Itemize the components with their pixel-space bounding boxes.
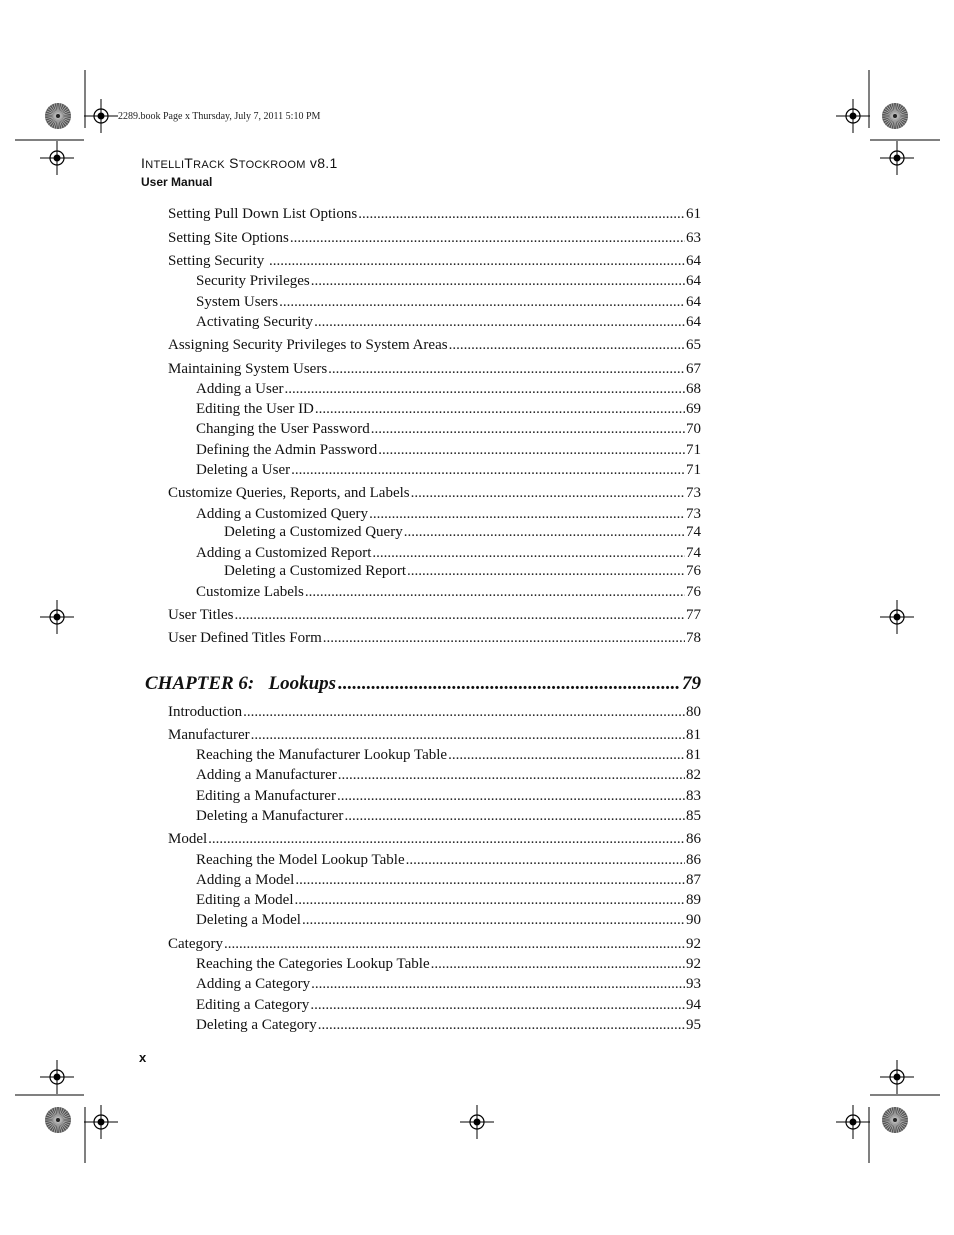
toc-entry-label: Introduction: [168, 704, 243, 720]
toc-entry-label: Customize Queries, Reports, and Labels: [168, 485, 410, 501]
toc-entry-page: 64: [686, 314, 701, 330]
toc-entry-page: 78: [686, 630, 701, 646]
header-title-part: I: [141, 155, 146, 171]
toc-entry-label: Adding a Category: [196, 976, 311, 992]
toc-entry-page: 70: [686, 421, 701, 437]
toc-entry[interactable]: [196, 956, 701, 973]
toc-entry-page: 89: [686, 892, 701, 908]
header-title-part: TOCKROOM: [238, 159, 306, 171]
toc-entry-page: 87: [686, 872, 701, 888]
toc-leader-dots: [449, 337, 685, 354]
toc-entry-label: Category: [168, 936, 223, 952]
toc-leader-dots: [305, 584, 685, 601]
header-title-part: NTELLI: [145, 159, 185, 171]
toc-entry-page: 77: [686, 607, 701, 623]
toc-entry-page: 64: [686, 273, 701, 289]
toc-entry-page: 81: [686, 747, 701, 763]
toc-entry-page: 61: [686, 206, 701, 222]
toc-entry-label: Setting Site Options: [168, 230, 289, 246]
toc-leader-dots: [302, 912, 685, 929]
toc-entry-label: Deleting a Manufacturer: [196, 808, 344, 824]
toc-entry-label: Setting Security: [168, 253, 268, 269]
toc-leader-dots: [448, 747, 685, 764]
toc-entry-page: 64: [686, 253, 701, 269]
header-title-part: RACK: [193, 159, 225, 171]
toc-entry[interactable]: [196, 401, 701, 418]
toc-entry-label: Setting Pull Down List Options: [168, 206, 358, 222]
toc-leader-dots: [311, 976, 685, 993]
toc-entry-page: 69: [686, 401, 701, 417]
toc-entry-page: 95: [686, 1017, 701, 1033]
header-title-part: S: [224, 155, 239, 171]
toc-entry[interactable]: [196, 442, 701, 459]
running-header-title: [141, 155, 338, 171]
registration-target: [460, 1105, 494, 1139]
header-title-part: v8.1: [305, 155, 338, 171]
toc-entry[interactable]: [196, 421, 701, 438]
toc-entry-page: 73: [686, 506, 701, 522]
toc-entry-label: Editing the User ID: [196, 401, 314, 417]
toc-entry-page: 94: [686, 997, 701, 1013]
toc-entry-page: 93: [686, 976, 701, 992]
toc-entry-page: 64: [686, 294, 701, 310]
toc-entry[interactable]: [196, 872, 701, 889]
toc-leader-dots: [208, 831, 685, 848]
toc-leader-dots: [318, 1017, 685, 1034]
registration-target: [84, 1105, 118, 1139]
color-starburst-mark: [45, 1107, 71, 1133]
toc-entry-page: 74: [686, 545, 701, 561]
toc-entry-page: 74: [686, 524, 701, 540]
toc-leader-dots: [404, 524, 685, 541]
registration-target: [836, 99, 870, 133]
toc-entry-label: Editing a Model: [196, 892, 294, 908]
toc-chapter-label: CHAPTER 6: Lookups: [145, 673, 337, 694]
toc-entry[interactable]: [196, 273, 701, 290]
toc-leader-dots: [337, 788, 685, 805]
toc-entry[interactable]: [196, 381, 701, 398]
color-starburst-mark: [882, 1107, 908, 1133]
toc-leader-dots: [269, 253, 685, 270]
toc-entry[interactable]: [168, 831, 701, 848]
toc-entry[interactable]: [196, 506, 701, 523]
toc-entry[interactable]: [168, 337, 701, 354]
toc-entry-page: 68: [686, 381, 701, 397]
toc-entry-label: Defining the Admin Password: [196, 442, 378, 458]
toc-entry-label: Editing a Manufacturer: [196, 788, 336, 804]
toc-leader-dots: [369, 506, 685, 523]
toc-entry[interactable]: [196, 808, 701, 825]
color-starburst-mark: [882, 103, 908, 129]
toc-entry-page: 76: [686, 563, 701, 579]
toc-leader-dots: [338, 673, 680, 695]
toc-entry-label: Changing the User Password: [196, 421, 370, 437]
toc-entry-label: Reaching the Model Lookup Table: [196, 852, 405, 868]
toc-entry-label: Maintaining System Users: [168, 361, 328, 377]
toc-entry[interactable]: [196, 545, 701, 562]
toc-entry[interactable]: [168, 630, 701, 647]
toc-entry-label: Deleting a Model: [196, 912, 301, 928]
toc-leader-dots: [378, 442, 685, 459]
toc-entry[interactable]: [168, 936, 701, 953]
print-slug: 2289.book Page x Thursday, July 7, 2011 5:10 PM: [118, 111, 321, 122]
registration-target: [40, 1060, 74, 1094]
toc-entry[interactable]: [196, 788, 701, 805]
toc-entry-label: Adding a Customized Report: [196, 545, 372, 561]
toc-entry-label: Security Privileges: [196, 273, 310, 289]
toc-leader-dots: [407, 563, 685, 580]
toc-entry-page: 83: [686, 788, 701, 804]
page-number: x: [139, 1050, 147, 1065]
toc-entry-page: 76: [686, 584, 701, 600]
toc-leader-dots: [310, 997, 685, 1014]
toc-leader-dots: [411, 485, 685, 502]
toc-entry[interactable]: [168, 607, 701, 624]
toc-entry[interactable]: [196, 294, 701, 311]
toc-chapter-heading[interactable]: [145, 673, 701, 695]
color-starburst-mark: [45, 103, 71, 129]
toc-entry-page: 82: [686, 767, 701, 783]
registration-target: [880, 141, 914, 175]
toc-entry[interactable]: [196, 912, 701, 929]
toc-leader-dots: [284, 381, 685, 398]
toc-entry[interactable]: [196, 852, 701, 869]
toc-entry-label: User Defined Titles Form: [168, 630, 322, 646]
toc-entry[interactable]: [196, 976, 701, 993]
toc-entry-label: Adding a Manufacturer: [196, 767, 337, 783]
toc-leader-dots: [234, 607, 685, 624]
toc-entry-page: 85: [686, 808, 701, 824]
toc-entry-page: 81: [686, 727, 701, 743]
toc-leader-dots: [315, 401, 685, 418]
toc-entry[interactable]: [168, 230, 701, 247]
toc-chapter-page: 79: [682, 673, 701, 694]
toc-entry-label: Manufacturer: [168, 727, 250, 743]
toc-entry-page: 63: [686, 230, 701, 246]
toc-leader-dots: [291, 462, 685, 479]
toc-entry-page: 86: [686, 852, 701, 868]
toc-entry-page: 71: [686, 462, 701, 478]
toc-entry-label: Deleting a Customized Report: [224, 563, 407, 579]
toc-entry-page: 86: [686, 831, 701, 847]
toc-entry-page: 65: [686, 337, 701, 353]
toc-leader-dots: [323, 630, 685, 647]
running-header-subtitle: User Manual: [141, 175, 213, 189]
registration-target: [880, 1060, 914, 1094]
toc-entry-label: System Users: [196, 294, 279, 310]
toc-leader-dots: [338, 767, 685, 784]
toc-entry-label: Customize Labels: [196, 584, 304, 600]
toc-leader-dots: [290, 230, 685, 247]
toc-entry[interactable]: [168, 485, 701, 502]
toc-entry[interactable]: [168, 253, 701, 270]
toc-leader-dots: [295, 872, 685, 889]
toc-entry[interactable]: [168, 206, 701, 223]
toc-entry-label: Deleting a Customized Query: [224, 524, 403, 540]
toc-leader-dots: [251, 727, 685, 744]
toc-entry-label: Adding a User: [196, 381, 284, 397]
toc-entry[interactable]: [196, 892, 701, 909]
toc-leader-dots: [224, 936, 685, 953]
toc-entry-label: Reaching the Manufacturer Lookup Table: [196, 747, 448, 763]
toc-entry[interactable]: [196, 767, 701, 784]
toc-entry[interactable]: [196, 584, 701, 601]
toc-leader-dots: [344, 808, 685, 825]
toc-entry-label: Editing a Category: [196, 997, 310, 1013]
toc-entry[interactable]: [168, 727, 701, 744]
registration-target: [40, 141, 74, 175]
toc-entry[interactable]: [224, 524, 701, 541]
toc-entry[interactable]: [196, 747, 701, 764]
toc-entry-page: 90: [686, 912, 701, 928]
registration-target: [40, 600, 74, 634]
toc-leader-dots: [314, 314, 685, 331]
toc-entry-label: Adding a Model: [196, 872, 295, 888]
toc-entry[interactable]: [224, 563, 701, 580]
header-title-part: T: [184, 155, 194, 171]
toc-entry-page: 67: [686, 361, 701, 377]
registration-target: [84, 99, 118, 133]
toc-entry-label: Assigning Security Privileges to System Areas: [168, 337, 448, 353]
toc-leader-dots: [243, 704, 685, 721]
toc-entry-label: User Titles: [168, 607, 234, 623]
registration-target: [836, 1105, 870, 1139]
toc-entry[interactable]: [196, 997, 701, 1014]
toc-leader-dots: [279, 294, 685, 311]
toc-entry-label: Reaching the Categories Lookup Table: [196, 956, 430, 972]
registration-target: [880, 600, 914, 634]
toc-entry-label: Deleting a Category: [196, 1017, 317, 1033]
toc-entry-page: 92: [686, 936, 701, 952]
toc-entry-label: Adding a Customized Query: [196, 506, 369, 522]
toc-leader-dots: [406, 852, 685, 869]
toc-leader-dots: [295, 892, 686, 909]
toc-entry[interactable]: [196, 1017, 701, 1034]
toc-entry[interactable]: [196, 314, 701, 331]
toc-entry-page: 80: [686, 704, 701, 720]
toc-entry-label: Model: [168, 831, 208, 847]
toc-leader-dots: [358, 206, 685, 223]
toc-entry[interactable]: [168, 704, 701, 721]
toc-leader-dots: [311, 273, 685, 290]
toc-entry-label: Activating Security: [196, 314, 314, 330]
toc-entry-page: 71: [686, 442, 701, 458]
toc-leader-dots: [371, 421, 685, 438]
toc-entry-page: 73: [686, 485, 701, 501]
toc-entry[interactable]: [168, 361, 701, 378]
toc-leader-dots: [372, 545, 685, 562]
toc-entry[interactable]: [196, 462, 701, 479]
toc-entry-page: 92: [686, 956, 701, 972]
toc-leader-dots: [328, 361, 685, 378]
toc-entry-label: Deleting a User: [196, 462, 291, 478]
toc-leader-dots: [431, 956, 685, 973]
